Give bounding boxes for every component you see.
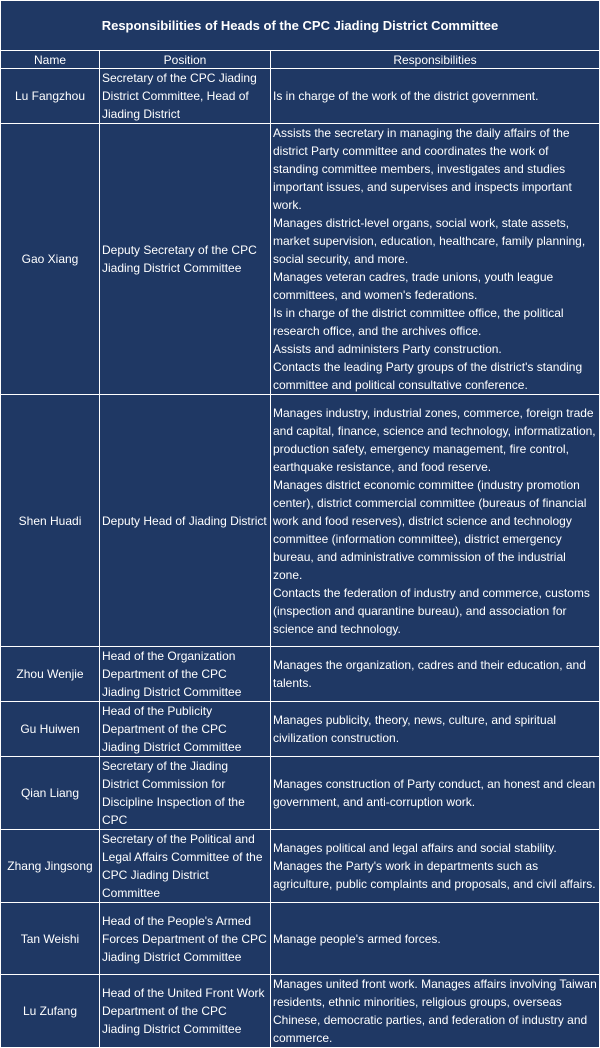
responsibility-line: Manages political and legal affairs and social stability. (273, 841, 557, 855)
cell-position: Deputy Secretary of the CPC Jiading District Committee (100, 124, 271, 395)
responsibility-line: Is in charge of the work of the district government. (273, 89, 539, 103)
responsibility-line: Manage people's armed forces. (273, 931, 441, 946)
header-row (1, 51, 600, 69)
cell-name: Qian Liang (1, 757, 100, 830)
table-row (1, 124, 600, 395)
responsibility-line: Manages the organization, cadres and their education, and talents. (273, 658, 586, 690)
cell-responsibilities (271, 903, 600, 975)
column-header-name: Name (1, 51, 100, 69)
responsibility-line: Manages district economic committee (industry promotion center), district commercial committee (bureaus of financial work and food reserves), district science and technology committee (information committee), district emergency bureau, and administrative commission of the industrial zone. (273, 477, 587, 582)
table-row (1, 903, 600, 975)
table-row (1, 395, 600, 647)
cell-position: Head of the Organization Department of the CPC Jiading District Committee (100, 647, 271, 702)
cell-responsibilities (271, 124, 600, 395)
table-row (1, 975, 600, 1048)
responsibility-line: Manages united front work. Manages affairs involving Taiwan residents, ethnic minorities, religious groups, overseas Chinese, democratic parties, and federation of industry and commerce. (273, 977, 597, 1045)
cell-responsibilities (271, 647, 600, 702)
cell-position: Secretary of the CPC Jiading District Committee, Head of Jiading District (100, 69, 271, 124)
cell-name: Tan Weishi (1, 903, 100, 975)
table-body (1, 69, 600, 1048)
column-header-responsibilities: Responsibilities (271, 51, 600, 69)
cell-name: Zhou Wenjie (1, 647, 100, 702)
cell-responsibilities (271, 975, 600, 1048)
responsibility-line: Manages veteran cadres, trade unions, youth league committees, and women's federations. (273, 270, 554, 302)
cell-responsibilities (271, 395, 600, 647)
table-row (1, 647, 600, 702)
cell-position: Head of the People's Armed Forces Department of the CPC Jiading District Committee (100, 903, 271, 975)
table-title: Responsibilities of Heads of the CPC Jiading District Committee (1, 1, 600, 51)
cell-name: Shen Huadi (1, 395, 100, 647)
table-row (1, 702, 600, 757)
cell-position: Secretary of the Jiading District Commission for Discipline Inspection of the CPC (100, 757, 271, 830)
table-row (1, 757, 600, 830)
cell-name: Lu Fangzhou (1, 69, 100, 124)
cell-responsibilities (271, 702, 600, 757)
responsibility-line: Manages the Party's work in departments such as agriculture, public complaints and proposals, and civil affairs. (273, 859, 596, 891)
responsibility-line: Contacts the federation of industry and commerce, customs (inspection and quarantine bureau), and association for science and technology. (273, 585, 590, 636)
cell-name: Gu Huiwen (1, 702, 100, 757)
responsibility-line: Assists and administers Party construction. (273, 342, 502, 356)
responsibility-line: Is in charge of the district committee office, the political research office, and the archives office. (273, 306, 564, 338)
cell-position: Deputy Head of Jiading District (100, 395, 271, 647)
cell-position: Head of the United Front Work Department of the CPC Jiading District Committee (100, 975, 271, 1048)
cell-responsibilities (271, 830, 600, 903)
cell-position: Head of the Publicity Department of the CPC Jiading District Committee (100, 702, 271, 757)
column-header-position: Position (100, 51, 271, 69)
title-row (1, 1, 600, 51)
cell-name: Zhang Jingsong (1, 830, 100, 903)
table-row (1, 69, 600, 124)
responsibility-line: Contacts the leading Party groups of the district's standing committee and political consultative conference. (273, 360, 583, 392)
responsibility-line: Assists the secretary in managing the daily affairs of the district Party committee and coordinates the work of standing committee members, investigates and studies important issues, and supervises and inspects important work. (273, 126, 572, 212)
table-row (1, 830, 600, 903)
responsibility-line: Manages publicity, theory, news, culture, and spiritual civilization construction. (273, 713, 557, 745)
cell-responsibilities (271, 757, 600, 830)
responsibility-line: Manages district-level organs, social work, state assets, market supervision, education, healthcare, family planning, social security, and more. (273, 216, 586, 266)
cell-responsibilities (271, 69, 600, 124)
responsibility-line: Manages construction of Party conduct, an honest and clean government, and anti-corruption work. (273, 777, 596, 809)
responsibility-line: Manages industry, industrial zones, commerce, foreign trade and capital, finance, science and technology, informatization, production safety, emergency management, fire control, earthquake resistance, and food reserve. (273, 405, 596, 474)
cell-name: Lu Zufang (1, 975, 100, 1048)
cell-position: Secretary of the Political and Legal Affairs Committee of the CPC Jiading District Committee (100, 830, 271, 903)
cell-name: Gao Xiang (1, 124, 100, 395)
